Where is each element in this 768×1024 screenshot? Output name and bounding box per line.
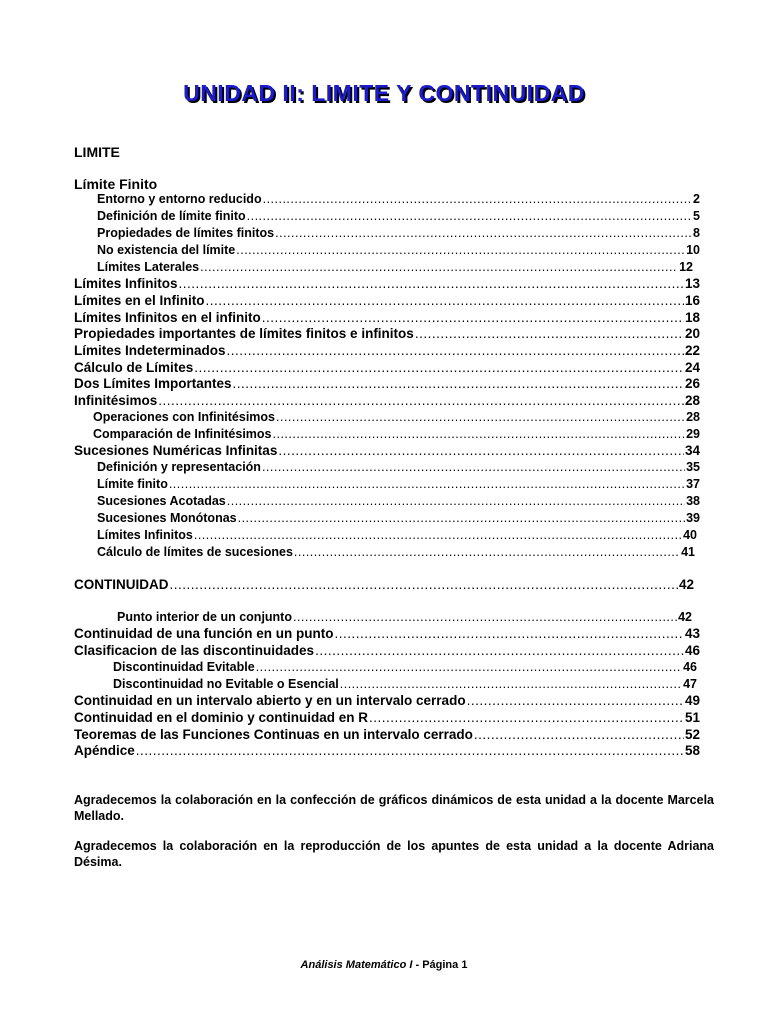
toc-entry [97,477,700,491]
toc-entry-label: Cálculo de límites de sucesiones [97,545,293,559]
footer-page-label: - Página 1 [412,959,468,971]
toc-entry-page: 10 [686,243,700,257]
toc-entry [74,727,700,742]
toc-entry [74,743,700,758]
toc-entry-page: 5 [693,209,700,223]
toc-entry [74,710,700,725]
toc-leader [194,360,684,375]
toc-entry [97,192,700,206]
toc-leader [256,660,682,674]
toc-entry [74,343,700,358]
toc-entry [117,610,692,624]
toc-entry-page: 34 [684,443,700,458]
toc-leader [179,276,684,291]
toc-entry-page: 8 [693,226,700,240]
toc-entry [74,310,700,325]
toc-entry [97,528,697,542]
toc-entry-page: 40 [683,528,697,542]
toc-entry-page: 16 [684,293,700,308]
toc-entry-label: Punto interior de un conjunto [117,610,292,624]
toc-leader [315,643,684,658]
toc-entry-page: 18 [684,310,700,325]
toc-leader [340,677,682,691]
toc-leader [369,710,684,725]
toc-entry-page: 28 [684,393,700,408]
subsection-heading-limite-finito: Límite Finito [74,176,158,192]
toc-entry-page: 29 [686,427,700,441]
toc-entry [97,209,700,223]
toc-entry-label: Continuidad en un intervalo abierto y en un intervalo cerrado [74,693,466,708]
acknowledgement-note: Agradecemos la colaboración en la reproducción de los apuntes de esta unidad a la docente Adriana Désima. [74,839,714,869]
toc-leader [293,610,677,624]
toc-leader [415,326,684,341]
toc-entry-label: Definición de límite finito [97,209,246,223]
toc-entry-label: Límites en el Infinito [74,293,205,308]
toc-leader [158,393,684,408]
toc-entry-page: 51 [684,710,700,725]
toc-entry-page: 52 [684,727,700,742]
toc-entry-label: Límites Infinitos [97,528,193,542]
toc-entry-page: 37 [686,477,700,491]
toc-leader [276,410,685,424]
toc-entry-label: Límites Laterales [97,260,200,274]
toc-leader [263,192,692,206]
toc-entry-label: Clasificacion de las discontinuidades [74,643,315,658]
toc-leader [169,477,685,491]
toc-leader [294,545,680,559]
toc-entry-page: 46 [684,643,700,658]
toc-entry-label: CONTINUIDAD [74,577,169,592]
toc-entry-page: 12 [679,260,693,274]
toc-entry [97,226,700,240]
section-heading-limite: LIMITE [74,144,120,160]
toc-entry-label: Límites Infinitos en el infinito [74,310,261,325]
footer-title: Análisis Matemático I [300,959,413,971]
toc-leader [273,427,686,441]
toc-entry [74,376,700,391]
toc-entry-page: 2 [693,192,700,206]
toc-entry [93,427,700,441]
toc-entry [113,660,697,674]
toc-entry-label: Apéndice [74,743,135,758]
toc-entry-label: Continuidad de una función en un punto [74,626,334,641]
toc-entry-page: 28 [686,410,700,424]
toc-leader [474,727,684,742]
toc-entry-label: No existencia del límite [97,243,236,257]
toc-entry [93,410,700,424]
toc-entry [113,677,697,691]
toc-entry-label: Operaciones con Infinitésimos [93,410,275,424]
toc-entry [74,393,700,408]
toc-entry-page: 43 [684,626,700,641]
toc-entry-page: 26 [684,376,700,391]
toc-entry-label: Sucesiones Monótonas [97,511,237,525]
toc-entry [74,693,700,708]
page-footer [0,959,768,971]
toc-entry [74,293,700,308]
toc-entry [74,626,700,641]
toc-leader [262,310,684,325]
toc-entry [97,260,693,274]
toc-entry-label: Límite finito [97,477,168,491]
acknowledgement-note: Agradecemos la colaboración en la confección de gráficos dinámicos de esta unidad a la docente Marcela Mellado. [74,793,714,823]
toc-entry-page: 35 [686,460,700,474]
toc-entry [97,494,700,508]
toc-entry-page: 58 [684,743,700,758]
toc-entry [74,643,700,658]
toc-leader [233,376,684,391]
toc-entry-label: Teoremas de las Funciones Continuas en un intervalo cerrado [74,727,473,742]
toc-entry-page: 20 [684,326,700,341]
toc-leader [227,343,684,358]
toc-entry-page: 46 [683,660,697,674]
toc-entry-label: Límites Infinitos [74,276,178,291]
toc-entry-page: 42 [678,610,692,624]
toc-leader [136,743,684,758]
toc-entry-label: Propiedades de límites finitos [97,226,275,240]
toc-leader [467,693,684,708]
toc-entry [97,243,700,257]
toc-entry-page: 41 [681,545,695,559]
toc-leader [334,626,684,641]
toc-leader [262,460,685,474]
document-title: UNIDAD II: LIMITE Y CONTINUIDAD [183,80,585,106]
toc-leader [278,443,684,458]
toc-entry-label: Comparación de Infinitésimos [93,427,272,441]
toc-entry-label: Continuidad en el dominio y continuidad en R [74,710,368,725]
toc-entry-label: Cálculo de Límites [74,360,194,375]
toc-entry [97,545,695,559]
toc-entry-label: Dos Límites Importantes [74,376,232,391]
toc-leader [200,260,678,274]
toc-entry-page: 24 [684,360,700,375]
toc-entry-label: Límites Indeterminados [74,343,226,358]
toc-entry [74,360,700,375]
toc-leader [194,528,682,542]
toc-entry-page: 49 [684,693,700,708]
toc-entry-label: Sucesiones Numéricas Infinitas [74,443,278,458]
toc-entry-page: 13 [684,276,700,291]
toc-entry-page: 22 [684,343,700,358]
toc-entry-label: Discontinuidad Evitable [113,660,255,674]
toc-entry-page: 38 [686,494,700,508]
toc-entry [74,443,700,458]
toc-entry-label: Entorno y entorno reducido [97,192,262,206]
toc-entry [74,326,700,341]
toc-leader [247,209,692,223]
toc-entry [97,511,700,525]
toc-entry-label: Infinitésimos [74,393,158,408]
toc-entry-label: Sucesiones Acotadas [97,494,226,508]
toc-leader [227,494,685,508]
toc-leader [206,293,684,308]
toc-entry-label: Propiedades importantes de límites finitos e infinitos [74,326,414,341]
toc-entry-page: 39 [686,511,700,525]
toc-leader [170,577,678,592]
toc-entry-label: Definición y representación [97,460,261,474]
toc-entry-page: 47 [683,677,697,691]
toc-leader [238,511,685,525]
toc-entry [74,577,694,592]
toc-entry [97,460,700,474]
toc-entry-label: Discontinuidad no Evitable o Esencial [113,677,339,691]
toc-leader [275,226,692,240]
toc-entry-page: 42 [678,577,694,592]
toc-leader [236,243,685,257]
toc-entry [74,276,700,291]
